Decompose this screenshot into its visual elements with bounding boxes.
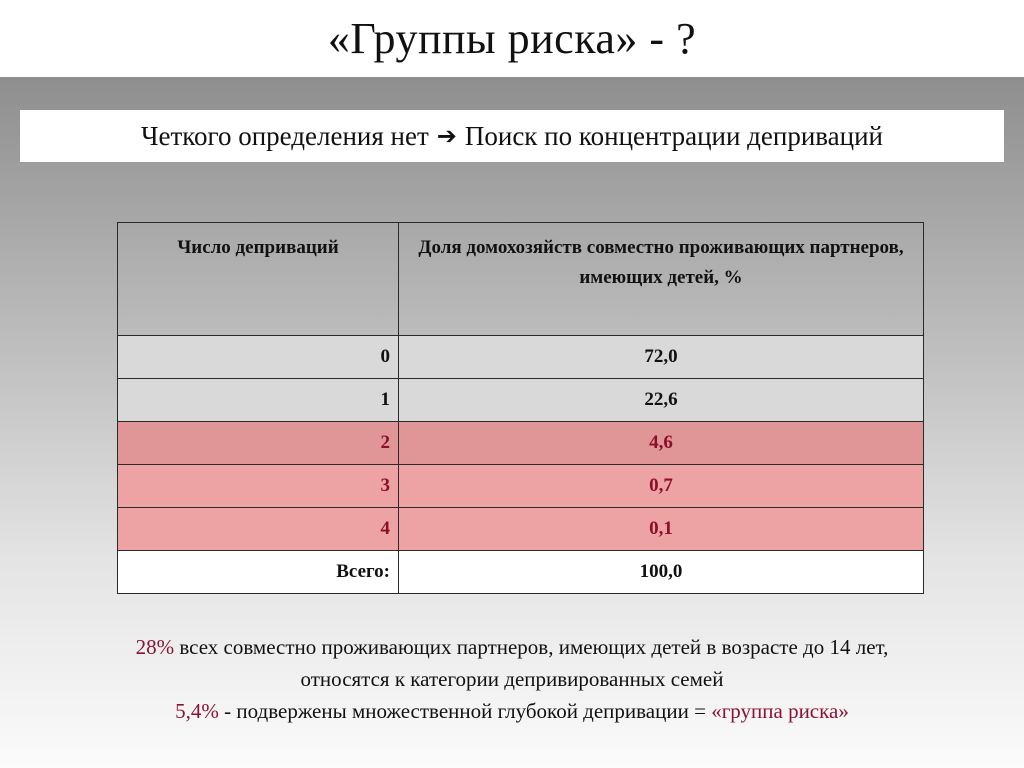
- footer-risk-group: «группа риска»: [711, 699, 849, 723]
- row-share: 4,6: [399, 422, 924, 465]
- right-arrow-icon: ➔: [436, 122, 457, 150]
- table-row: [118, 336, 924, 379]
- table-row-highlighted: [118, 465, 924, 508]
- table-row-highlighted: [118, 422, 924, 465]
- row-share: 0,1: [399, 508, 924, 551]
- table-row-highlighted: [118, 508, 924, 551]
- row-count: 1: [118, 379, 399, 422]
- row-count: 0: [118, 336, 399, 379]
- row-count: 2: [118, 422, 399, 465]
- title-band: [0, 0, 1024, 77]
- slide-title: «Группы риска» - ?: [327, 14, 697, 63]
- row-share: 100,0: [399, 551, 924, 594]
- subtitle-box: [20, 110, 1004, 162]
- table-row: [118, 379, 924, 422]
- table-row-total: [118, 551, 924, 594]
- header-household-share: Доля домохозяйств совместно проживающих партнеров, имеющих детей, %: [399, 223, 924, 336]
- deprivation-table: [117, 222, 924, 594]
- row-count: 4: [118, 508, 399, 551]
- subtitle-right: Поиск по концентрации деприваций: [464, 120, 884, 151]
- footer-line-3: [0, 695, 1024, 727]
- row-share: 22,6: [399, 379, 924, 422]
- footer-line-2: относятся к категории депривированных семей: [300, 667, 724, 691]
- row-share: 72,0: [399, 336, 924, 379]
- row-count: 3: [118, 465, 399, 508]
- row-count: Всего:: [118, 551, 399, 594]
- subtitle-left: Четкого определения нет: [140, 120, 429, 151]
- footer-text-1: всех совместно проживающих партнеров, имеющих детей в возрасте до 14 лет,: [174, 635, 889, 659]
- footer-line-1: [0, 631, 1024, 663]
- footer-pct-28: 28%: [135, 635, 175, 659]
- header-deprivation-count: Число деприваций: [118, 223, 399, 336]
- row-share: 0,7: [399, 465, 924, 508]
- footer-text-3: - подвержены множественной глубокой депривации =: [218, 699, 712, 723]
- footer-pct-5-4: 5,4%: [175, 699, 219, 723]
- table-header-row: [118, 223, 924, 336]
- footer-note: [0, 631, 1024, 727]
